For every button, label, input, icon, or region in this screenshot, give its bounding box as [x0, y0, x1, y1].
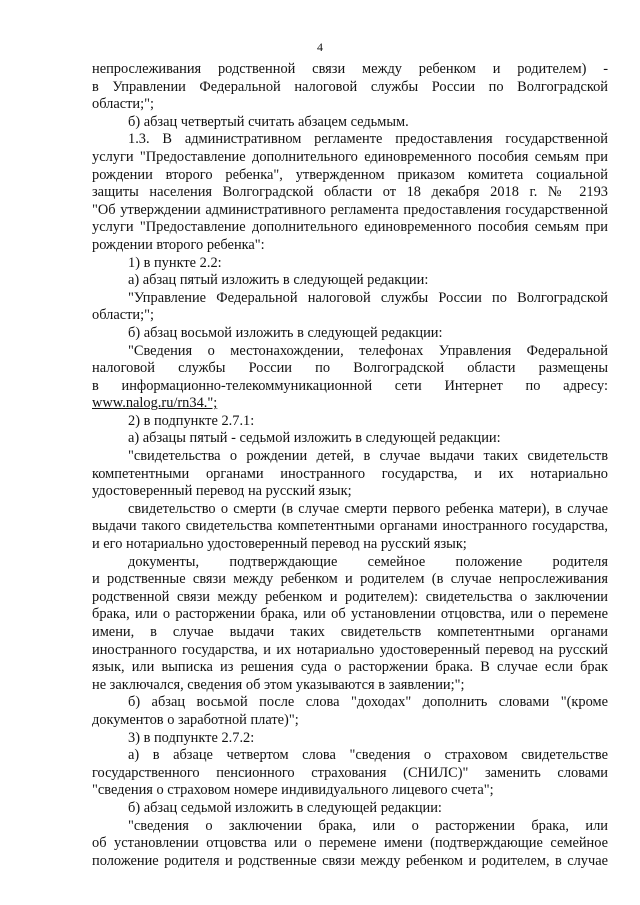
text-line: выдачи такого свидетельства компетентными органами иностранного государства,: [92, 518, 608, 535]
text-line: 2) в подпункте 2.7.1:: [128, 412, 255, 429]
text-line: в информационно-телекоммуникационной сети Интернет по адресу:: [92, 377, 608, 394]
text-line: язык, или выписка из решения суда о расторжении брака. В случае если брак: [92, 659, 608, 676]
page-number: 4: [317, 40, 323, 54]
text-line: "сведения о страховом номере индивидуального лицевого счета";: [92, 782, 494, 799]
text-line: рождении второго ребенка":: [92, 236, 265, 253]
text-line: услуги "Предоставление дополнительного единовременного пособия семьям при: [92, 219, 608, 236]
document-body: [92, 61, 608, 870]
text-line: 1.3. В административном регламенте предоставления государственной: [128, 131, 608, 148]
text-line: "Сведения о местонахождении, телефонах Управления Федеральной: [128, 342, 608, 359]
text-line: б) абзац восьмой изложить в следующей редакции:: [128, 324, 443, 341]
text-line: б) абзац седьмой изложить в следующей редакции:: [128, 799, 442, 816]
text-line: в Управлении Федеральной налоговой службы России по Волгоградской: [92, 78, 608, 95]
text-line: а) в абзаце четвертом слова "сведения о страховом свидетельстве: [128, 747, 608, 764]
text-line: непрослеживания родственной связи между ребенком и родителем) -: [92, 61, 608, 77]
text-line: защиты населения Волгоградской области от 18 декабря 2018 г. № 2193: [92, 184, 608, 201]
text-line: компетентными органами иностранного государства, и их нотариально: [92, 465, 608, 482]
text-line: и родственные связи между ребенком и родителем (в случае непрослеживания: [92, 571, 608, 588]
text-line: и его нотариально удостоверенный перевод на русский язык;: [92, 536, 467, 553]
text-line: налоговой службы России по Волгоградской области размещены: [92, 360, 608, 377]
text-line: "сведения о заключении брака, или о расторжении брака, или: [128, 817, 608, 834]
text-line: документы, подтверждающие семейное положение родителя: [128, 553, 608, 570]
text-line: рождении второго ребенка", утвержденном приказом комитета социальной: [92, 166, 608, 183]
text-line: документов о заработной плате)";: [92, 711, 299, 728]
text-line: брака, или о расторжении брака, или об установлении отцовства, или о перемене: [92, 606, 608, 623]
text-line: не заключался, сведения об этом указываются в заявлении;";: [92, 676, 465, 693]
text-line: свидетельство о смерти (в случае смерти первого ребенка матери), в случае: [128, 500, 608, 517]
text-line: б) абзац восьмой после слова "доходах" дополнить словами "(кроме: [128, 694, 608, 711]
text-line: а) абзацы пятый - седьмой изложить в следующей редакции:: [128, 430, 501, 447]
text-line: родственной связи между ребенком и родителем): свидетельства о заключении: [92, 588, 608, 605]
text-line: удостоверенный перевод на русский язык;: [92, 483, 352, 500]
text-line: области;";: [92, 96, 154, 113]
text-line: "Управление Федеральной налоговой службы России по Волгоградской: [128, 289, 608, 306]
text-line: а) абзац пятый изложить в следующей редакции:: [128, 272, 429, 289]
text-line: об установлении отцовства или о перемене имени (подтверждающие семейное: [92, 835, 608, 852]
text-line: "свидетельства о рождении детей, в случае выдачи таких свидетельств: [128, 448, 608, 465]
text-line: области;";: [92, 307, 154, 324]
text-line: услуги "Предоставление дополнительного единовременного пособия семьям при: [92, 148, 608, 165]
text-line: положение родителя и родственные связи между ребенком и родителем, в случае: [92, 852, 608, 869]
text-line: иностранного государства, и их нотариально удостоверенный перевод на русский: [92, 641, 608, 658]
text-line: 3) в подпункте 2.7.2:: [128, 729, 255, 746]
text-line: б) абзац четвертый считать абзацем седьмым.: [128, 113, 409, 130]
text-line: имени, в случае выдачи таких свидетельств компетентными органами: [92, 624, 608, 640]
text-line: государственного пенсионного страхования (СНИЛС)" заменить словами: [92, 764, 608, 781]
text-line: 1) в пункте 2.2:: [128, 254, 222, 271]
url-link[interactable]: www.nalog.ru/rn34.";: [92, 395, 218, 412]
text-line: "Об утверждении административного регламента предоставления государственной: [92, 201, 608, 218]
